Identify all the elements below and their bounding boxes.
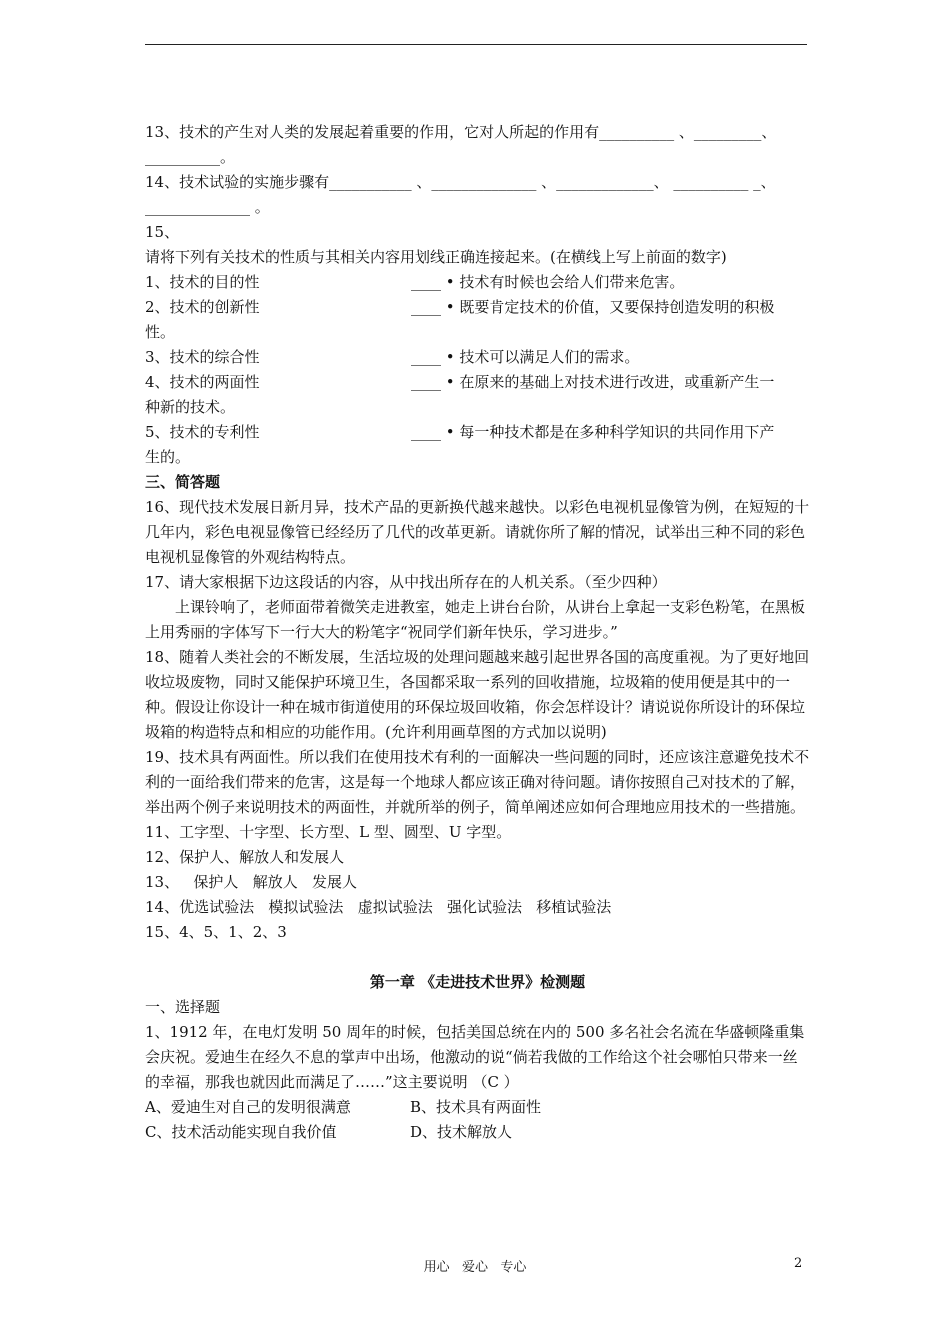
header-rule bbox=[145, 44, 807, 45]
question-15-instruction: 请将下列有关技术的性质与其相关内容用划线正确连接起来。(在横线上写上前面的数字) bbox=[145, 248, 727, 266]
mc-options-row bbox=[145, 1120, 810, 1145]
answer-line: 15、4、5、1、2、3 bbox=[145, 923, 287, 941]
match-left: 2、技术的创新性 bbox=[145, 298, 260, 316]
mc-option-b: B、技术具有两面性 bbox=[410, 1098, 542, 1116]
match-row bbox=[145, 270, 810, 295]
mc-options-row bbox=[145, 1095, 810, 1120]
match-row bbox=[145, 420, 810, 445]
question-13: 13、技术的产生对人类的发展起着重要的作用，它对人所起的作用有__________ 、_________、__________。 bbox=[145, 123, 777, 166]
chapter-title: 第一章 《走进技术世界》检测题 bbox=[369, 973, 586, 991]
question-19: 19、技术具有两面性。所以我们在使用技术有利的一面解决一些问题的同时，还应该注意避免技术不利的一面给我们带来的危害，这是每一个地球人都应该正确对待问题。请你按照自己对技术的了解，举出两个例子来说明技术的两面性，并就所举的例子，简单阐述应如何合理地应用技术的一些措施。 bbox=[145, 748, 810, 816]
match-right: ____ • 既要肯定技术的价值，又要保持创造发明的积极 bbox=[411, 298, 775, 316]
mc-option-a: A、爱迪生对自己的发明很满意 bbox=[145, 1098, 351, 1116]
spacer bbox=[145, 945, 810, 970]
match-right: ____ • 技术有时候也会给人们带来危害。 bbox=[411, 273, 685, 291]
match-left: 5、技术的专利性 bbox=[145, 423, 260, 441]
question-15-number: 15、 bbox=[145, 223, 180, 241]
section-heading: 一、选择题 bbox=[145, 998, 221, 1016]
answer-line: 12、保护人、解放人和发展人 bbox=[145, 848, 345, 866]
match-left: 3、技术的综合性 bbox=[145, 348, 260, 366]
mc-option-d: D、技术解放人 bbox=[410, 1123, 513, 1141]
page-number: 2 bbox=[794, 1256, 803, 1271]
match-continuation: 性。 bbox=[145, 323, 176, 341]
match-row bbox=[145, 295, 810, 320]
question-17-passage: 上课铃响了，老师面带着微笑走进教室，她走上讲台台阶，从讲台上拿起一支彩色粉笔，在黑板上用秀丽的字体写下一行大大的粉笔字“祝同学们新年快乐，学习进步。” bbox=[145, 598, 806, 641]
section-heading: 三、简答题 bbox=[145, 473, 221, 491]
answer-line: 13、 保护人 解放人 发展人 bbox=[145, 873, 358, 891]
page-content bbox=[145, 120, 810, 1145]
question-14: 14、技术试验的实施步骤有___________ 、______________ 、_____________、 __________ _、______________ 。 bbox=[145, 173, 776, 216]
match-right: ____ • 技术可以满足人们的需求。 bbox=[411, 348, 640, 366]
match-continuation: 生的。 bbox=[145, 448, 191, 466]
match-left: 1、技术的目的性 bbox=[145, 273, 260, 291]
question-17: 17、请大家根据下边这段话的内容，从中找出所存在的人机关系。（至少四种） bbox=[145, 573, 667, 591]
answer-line: 11、工字型、十字型、长方型、L 型、圆型、U 字型。 bbox=[145, 823, 512, 841]
question-16: 16、现代技术发展日新月异，技术产品的更新换代越来越快。以彩色电视机显像管为例，在短短的十几年内，彩色电视显像管已经经历了几代的改革更新。请就你所了解的情况，试举出三种不同的彩色电视机显像管的外观结构特点。 bbox=[145, 498, 810, 566]
mc-question-1: 1、1912 年，在电灯发明 50 周年的时候，包括美国总统在内的 500 多名社会名流在华盛顿隆重集会庆祝。爱迪生在经久不息的掌声中出场，他激动的说“倘若我做的工作给这个社会哪怕只带来一丝的幸福，那我也就因此而满足了……”这主要说明 （C ） bbox=[145, 1023, 805, 1091]
match-right: ____ • 在原来的基础上对技术进行改进，或重新产生一 bbox=[411, 373, 775, 391]
mc-option-c: C、技术活动能实现自我价值 bbox=[145, 1123, 337, 1141]
match-continuation: 种新的技术。 bbox=[145, 398, 236, 416]
question-18: 18、随着人类社会的不断发展，生活垃圾的处理问题越来越引起世界各国的高度重视。为了更好地回收垃圾废物，同时又能保护环境卫生，各国都采取一系列的回收措施，垃圾箱的使用便是其中的一种。假设让你设计一种在城市街道使用的环保垃圾回收箱，你会怎样设计？请说说你所设计的环保垃圾箱的构造特点和相应的功能作用。(允许利用画草图的方式加以说明) bbox=[145, 648, 810, 741]
answer-line: 14、优选试验法 模拟试验法 虚拟试验法 强化试验法 移植试验法 bbox=[145, 898, 612, 916]
footer-motto: 用心 爱心 专心 bbox=[423, 1260, 527, 1275]
match-row bbox=[145, 370, 810, 395]
match-row bbox=[145, 345, 810, 370]
match-right: ____ • 每一种技术都是在多种科学知识的共同作用下产 bbox=[411, 423, 775, 441]
match-left: 4、技术的两面性 bbox=[145, 373, 260, 391]
